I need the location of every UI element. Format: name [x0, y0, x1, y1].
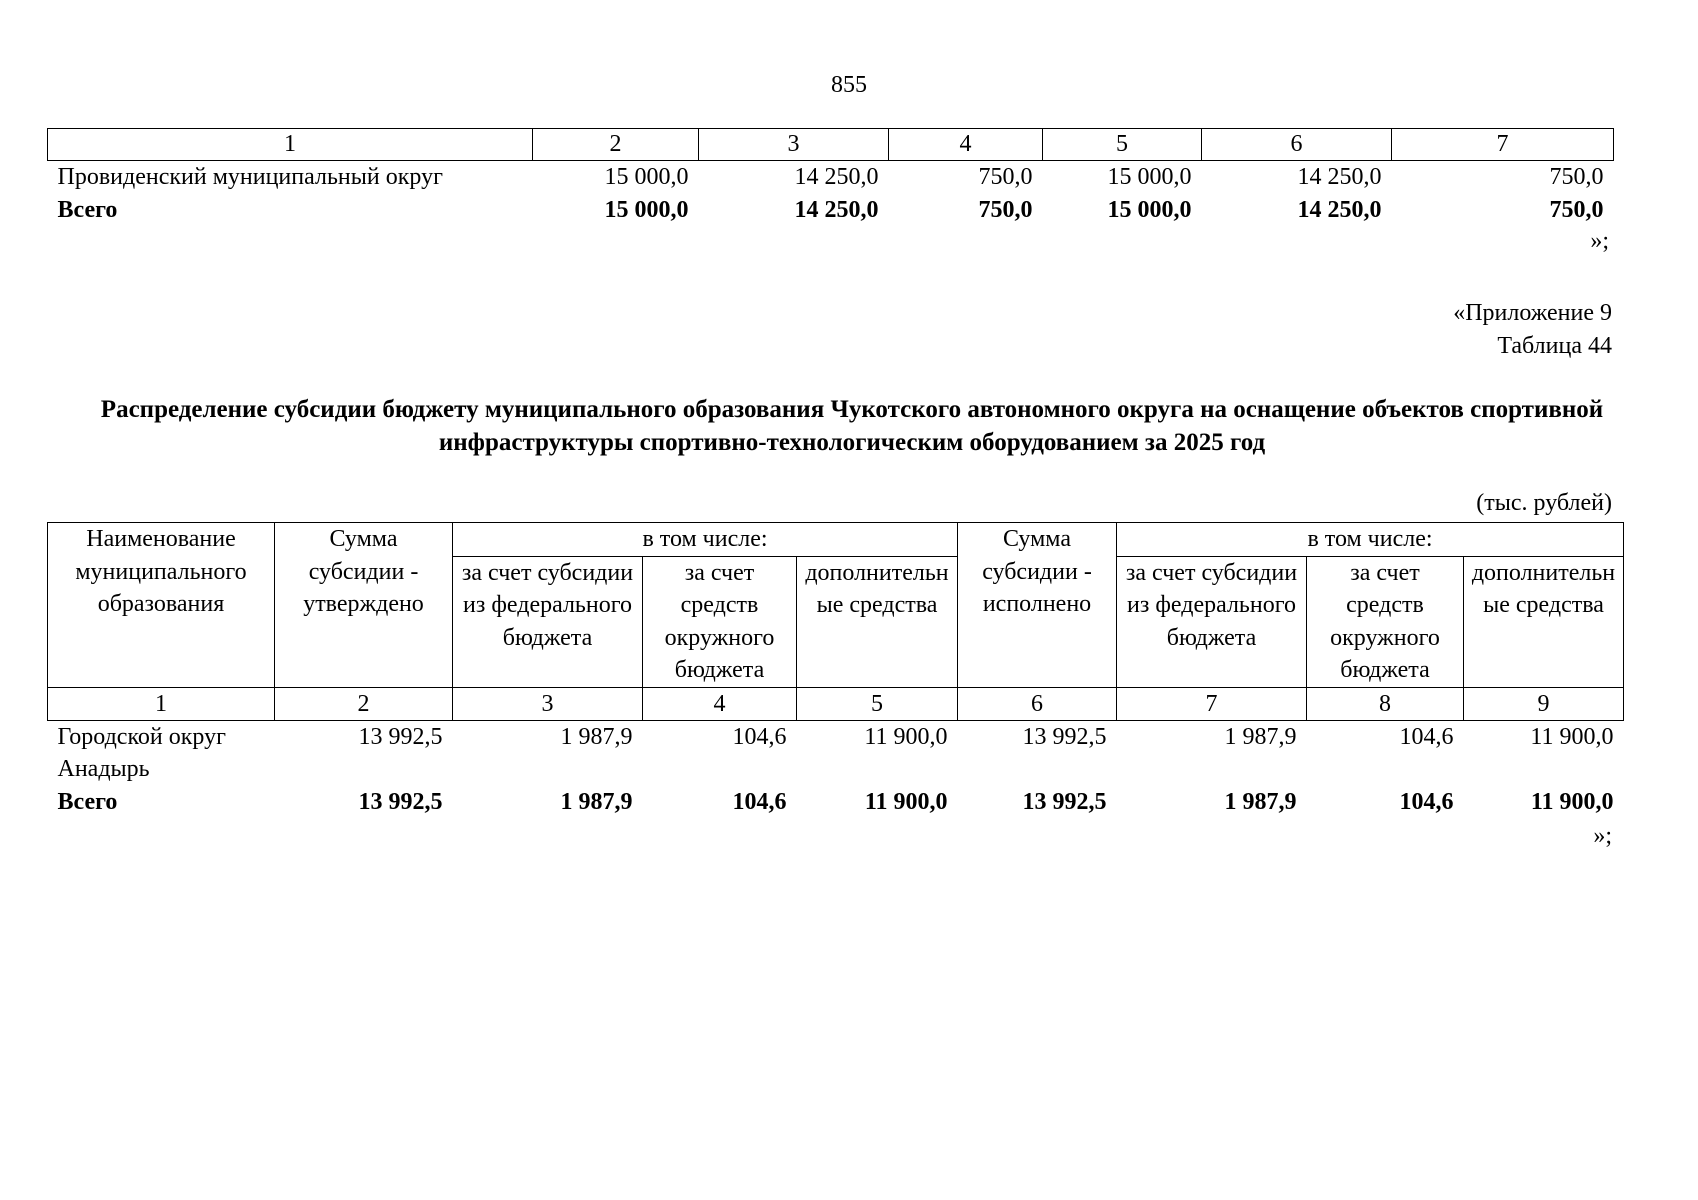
- table-cell: 14 250,0: [794, 196, 879, 223]
- table-cell: 14 250,0: [1297, 196, 1382, 223]
- total-row: [48, 194, 1614, 227]
- header-federal: за счет субсидии из федерального бюджета: [1117, 556, 1307, 687]
- header-name: Наименование муниципального образования: [48, 523, 275, 688]
- table-row: [48, 161, 1614, 194]
- column-number: 7: [1392, 129, 1614, 161]
- subsidy-table: [47, 522, 1624, 818]
- annex-label: «Приложение 9: [1453, 300, 1612, 326]
- table-cell: 1 987,9: [1224, 723, 1297, 750]
- table-cell: 750,0: [1549, 196, 1604, 223]
- header-federal: за счет субсидии из федерального бюджета: [453, 556, 643, 687]
- table-cell: 750,0: [978, 196, 1033, 223]
- table-cell: 15 000,0: [604, 196, 689, 223]
- municipality-name: Городской округ Анадырь: [57, 723, 226, 782]
- column-number: 2: [275, 687, 453, 720]
- table-title: Распределение субсидии бюджету муниципального образования Чукотского автономного округа на оснащение объектов спортивной инфраструктуры спортивно-технологическим оборудованием за 2025 год: [100, 396, 1604, 456]
- column-number: 8: [1307, 687, 1464, 720]
- table-cell: 1 987,9: [560, 723, 633, 750]
- column-number: 4: [643, 687, 797, 720]
- column-number: 1: [48, 687, 275, 720]
- total-row: [48, 786, 1624, 819]
- column-number: 9: [1464, 687, 1624, 720]
- table-cell: 15 000,0: [604, 164, 689, 190]
- table-cell: 104,6: [732, 788, 787, 815]
- total-label: Всего: [57, 196, 118, 223]
- column-number: 5: [797, 687, 958, 720]
- table-cell: 750,0: [978, 164, 1033, 190]
- column-number: 2: [533, 129, 699, 161]
- header-approved: Сумма субсидии - утверждено: [275, 523, 453, 688]
- table-cell: 15 000,0: [1107, 196, 1192, 223]
- table-cell: 11 900,0: [1530, 723, 1614, 750]
- header-additional: дополнительные средства: [1464, 556, 1624, 687]
- total-label: Всего: [57, 788, 118, 815]
- column-number: 5: [1043, 129, 1202, 161]
- column-number: 4: [889, 129, 1043, 161]
- table-cell: 11 900,0: [1530, 788, 1614, 815]
- column-number: 7: [1117, 687, 1307, 720]
- table-cell: 104,6: [732, 723, 787, 750]
- page-number: 855: [831, 72, 867, 98]
- header-executed: Сумма субсидии - исполнено: [958, 523, 1117, 688]
- column-number: 3: [699, 129, 889, 161]
- table-cell: 1 987,9: [1224, 788, 1297, 815]
- table-cell: 15 000,0: [1107, 164, 1192, 190]
- closing-quote: »;: [1593, 823, 1612, 849]
- table-cell: 104,6: [1399, 788, 1454, 815]
- column-number: 3: [453, 687, 643, 720]
- table-cell: 13 992,5: [1022, 788, 1107, 815]
- continuation-table: [47, 128, 1614, 226]
- table-cell: 14 250,0: [794, 164, 879, 190]
- closing-quote: »;: [1590, 228, 1609, 254]
- header-row: [48, 523, 1624, 557]
- column-number: 6: [958, 687, 1117, 720]
- table-label: Таблица 44: [1497, 333, 1612, 359]
- table-cell: 104,6: [1399, 723, 1454, 750]
- table-cell: 11 900,0: [864, 723, 948, 750]
- column-number: 1: [48, 129, 533, 161]
- column-number-row: [48, 687, 1624, 720]
- units-label: (тыс. рублей): [1476, 490, 1612, 516]
- column-number-row: [48, 129, 1614, 161]
- municipality-name: Провиденский муниципальный округ: [57, 164, 443, 190]
- column-number: 6: [1202, 129, 1392, 161]
- table-cell: 13 992,5: [358, 788, 443, 815]
- table-cell: 11 900,0: [864, 788, 948, 815]
- table-row: [48, 720, 1624, 786]
- header-including: в том числе:: [453, 523, 958, 557]
- table-cell: 750,0: [1549, 164, 1604, 190]
- header-district: за счет средств окружного бюджета: [1307, 556, 1464, 687]
- header-including: в том числе:: [1117, 523, 1624, 557]
- header-additional: дополнительные средства: [797, 556, 958, 687]
- table-cell: 13 992,5: [1022, 723, 1107, 750]
- table-cell: 14 250,0: [1297, 164, 1382, 190]
- header-district: за счет средств окружного бюджета: [643, 556, 797, 687]
- table-cell: 1 987,9: [560, 788, 633, 815]
- table-cell: 13 992,5: [358, 723, 443, 750]
